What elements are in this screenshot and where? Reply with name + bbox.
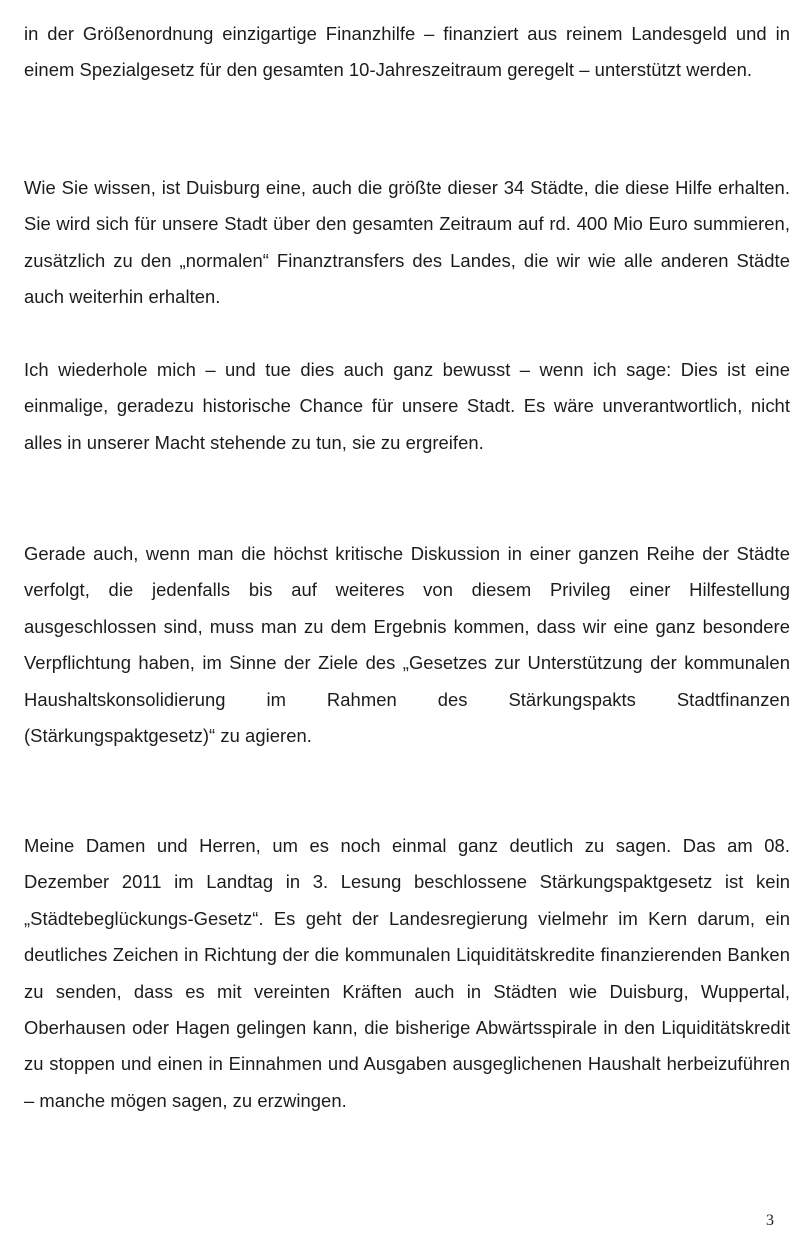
paragraph-verpflichtung: Gerade auch, wenn man die höchst kritische Diskussion in einer ganzen Reihe der Städte verfolgt, die jedenfalls bis auf weiteres von diesem Privileg einer Hilfestellung ausgeschlossen sind, muss man zu dem Ergebnis kommen, dass wir eine ganz besondere Verpflichtung haben, im Sinne der Ziele des „Gesetzes zur Unterstützung der kommunalen Haushaltskonsolidierung im Rahmen des Stärkungspakts Stadtfinanzen (Stärkungspaktgesetz)“ zu agieren. — [24, 543, 790, 747]
page-number: 3 — [766, 1212, 774, 1229]
paragraph-historische-chance: Ich wiederhole mich – und tue dies auch ganz bewusst – wenn ich sage: Dies ist eine einmalige, geradezu historische Chance für unsere Stadt. Es wäre unverantwortlich, nicht alles in unserer Macht stehende zu tun, sie zu ergreifen. — [24, 359, 790, 453]
paragraph-duisburg-hilfe: Wie Sie wissen, ist Duisburg eine, auch die größte dieser 34 Städte, die diese Hilfe erhalten. Sie wird sich für unsere Stadt über den gesamten Zeitraum auf rd. 400 Mio Euro summieren, zusätzlich zu den „normalen“ Finanztransfers des Landes, die wir wie alle anderen Städte auch weiterhin erhalten. — [24, 177, 790, 308]
paragraph-staerkungspaktgesetz: Meine Damen und Herren, um es noch einmal ganz deutlich zu sagen. Das am 08. Dezember 2011 im Landtag in 3. Lesung beschlossene Stärkungspaktgesetz ist kein „Städtebeglückungs-Gesetz“. Es geht der Landesregierung vielmehr im Kern darum, ein deutliches Zeichen in Richtung der die kommunalen Liquiditätskredite finanzierenden Banken zu senden, dass es mit vereinten Kräften auch in Städten wie Duisburg, Wuppertal, Oberhausen oder Hagen gelingen kann, die bisherige Abwärtsspirale in den Liquiditätskredit zu stoppen und einen in Einnahmen und Ausgaben ausgeglichenen Haushalt herbeizuführen – manche mögen sagen, zu erzwingen. — [24, 835, 790, 1111]
paragraph-finanzhilfe: in der Größenordnung einzigartige Finanzhilfe – finanziert aus reinem Landesgeld und in einem Spezialgesetz für den gesamten 10-Jahreszeitraum geregelt – unterstützt werden. — [24, 23, 790, 81]
